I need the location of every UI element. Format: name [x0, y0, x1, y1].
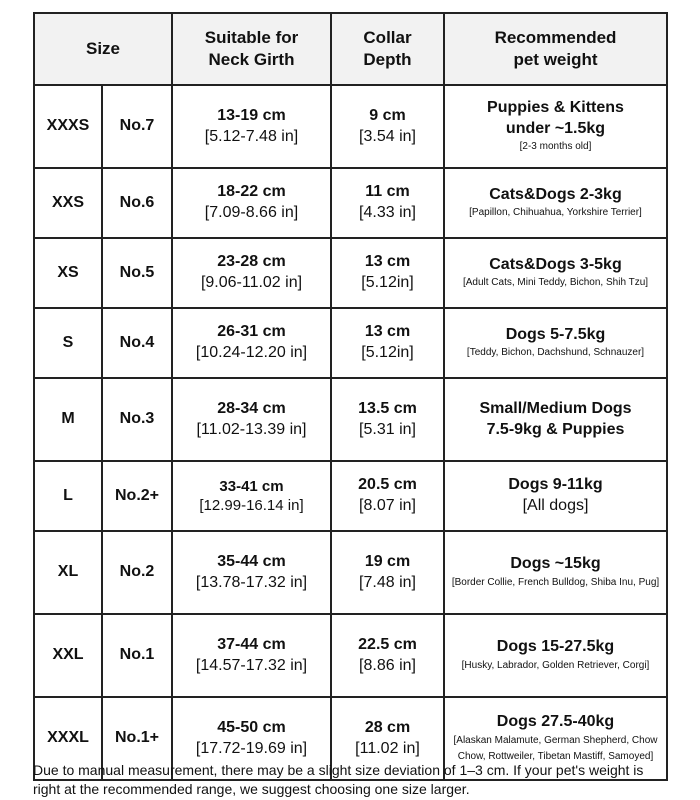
weight-note: [Border Collie, French Bulldog, Shiba Inu, Pug] [451, 576, 660, 588]
weight-main-line: Dogs ~15kg [510, 555, 601, 573]
depth-in: [8.07 in] [359, 497, 416, 514]
table-row [34, 461, 667, 531]
collar-depth-cell [331, 85, 444, 168]
table-row [34, 238, 667, 308]
size-code-cell: XXS [34, 168, 102, 238]
weight-note: [2-3 months old] [519, 141, 592, 153]
header-collar-depth-line2: Depth [363, 50, 412, 69]
depth-in: [4.33 in] [359, 204, 416, 221]
header-pet-weight [444, 13, 667, 85]
size-number-cell: No.1 [102, 614, 172, 697]
pet-weight-cell [444, 238, 667, 308]
weight-main-line: Puppies & Kittens [487, 98, 624, 116]
neck-girth-cell [172, 614, 331, 697]
size-code-cell: XL [34, 531, 102, 614]
depth-cm: 13 cm [364, 323, 411, 341]
weight-main-line: Small/Medium Dogs [479, 399, 632, 417]
girth-in: [12.99-16.14 in] [199, 497, 304, 514]
depth-cm: 22.5 cm [358, 635, 417, 653]
depth-cm: 13 cm [364, 253, 411, 271]
pet-weight-cell [444, 461, 667, 531]
pet-weight-cell [444, 308, 667, 378]
pet-weight-cell [444, 168, 667, 238]
neck-girth-cell [172, 308, 331, 378]
girth-cm: 13-19 cm [217, 106, 286, 124]
girth-cm: 23-28 cm [217, 253, 286, 271]
girth-cm: 45-50 cm [217, 718, 286, 736]
size-number-cell: No.7 [102, 85, 172, 168]
weight-note: [Alaskan Malamute, German Shepherd, Chow Chow, Rottweiler, Tibetan Mastiff, Samoyed] [453, 734, 658, 762]
weight-note: [Teddy, Bichon, Dachshund, Schnauzer] [466, 347, 645, 359]
collar-depth-cell [331, 614, 444, 697]
size-number-cell: No.5 [102, 238, 172, 308]
weight-note: [Papillon, Chihuahua, Yorkshire Terrier] [469, 207, 642, 219]
weight-note: [Adult Cats, Mini Teddy, Bichon, Shih Tzu] [462, 277, 649, 289]
collar-depth-cell [331, 461, 444, 531]
girth-in: [11.02-13.39 in] [196, 420, 307, 438]
size-code-cell: M [34, 378, 102, 461]
header-collar-depth [331, 13, 444, 85]
depth-cm: 11 cm [365, 183, 410, 201]
size-number-cell: No.2+ [102, 461, 172, 531]
size-number-cell: No.6 [102, 168, 172, 238]
size-chart-table [33, 12, 668, 781]
size-number-cell: No.4 [102, 308, 172, 378]
weight-sub: [All dogs] [522, 497, 589, 514]
size-code-cell: L [34, 461, 102, 531]
collar-depth-cell [331, 308, 444, 378]
weight-main-line: Cats&Dogs 2-3kg [489, 185, 622, 203]
girth-cm: 33-41 cm [219, 477, 284, 495]
depth-in: [7.48 in] [359, 573, 416, 591]
depth-in: [8.86 in] [359, 656, 416, 674]
size-code-cell: XXXL [34, 697, 102, 780]
table-row [34, 308, 667, 378]
girth-cm: 26-31 cm [217, 323, 286, 341]
weight-main-line: Dogs 9-11kg [508, 476, 603, 494]
depth-in: [5.12in] [361, 344, 414, 361]
girth-cm: 37-44 cm [217, 635, 286, 653]
header-neck-girth [172, 13, 331, 85]
weight-main-line: under ~1.5kg [505, 119, 606, 137]
collar-depth-cell [331, 531, 444, 614]
size-number-cell: No.1+ [102, 697, 172, 780]
header-size: Size [34, 13, 172, 85]
footnote: Due to manual measurement, there may be a slight size deviation of 1–3 cm. If your pet's weight is right at the recommended range, we suggest choosing one size larger. [33, 762, 644, 797]
weight-main-line: Dogs 15-27.5kg [496, 638, 615, 656]
table-body [34, 85, 667, 780]
table-row [34, 168, 667, 238]
weight-main-line: Dogs 27.5-40kg [496, 713, 615, 731]
weight-main-line: Cats&Dogs 3-5kg [489, 255, 622, 273]
pet-weight-cell [444, 531, 667, 614]
girth-in: [9.06-11.02 in] [200, 274, 303, 291]
depth-cm: 20.5 cm [358, 476, 417, 494]
girth-cm: 18-22 cm [217, 183, 286, 201]
size-code-cell: S [34, 308, 102, 378]
neck-girth-cell [172, 238, 331, 308]
neck-girth-cell [172, 85, 331, 168]
pet-weight-cell [444, 378, 667, 461]
girth-in: [14.57-17.32 in] [195, 656, 308, 674]
girth-in: [13.78-17.32 in] [195, 573, 308, 591]
size-code-cell: XXL [34, 614, 102, 697]
collar-depth-cell [331, 238, 444, 308]
depth-in: [11.02 in] [355, 739, 420, 757]
girth-in: [7.09-8.66 in] [204, 204, 299, 221]
header-row [34, 13, 667, 85]
girth-cm: 28-34 cm [217, 399, 286, 417]
size-number-cell: No.3 [102, 378, 172, 461]
table-row [34, 85, 667, 168]
header-pet-weight-line2: pet weight [513, 50, 598, 69]
collar-depth-cell [331, 378, 444, 461]
depth-cm: 28 cm [364, 718, 411, 736]
neck-girth-cell [172, 531, 331, 614]
neck-girth-cell [172, 378, 331, 461]
girth-in: [5.12-7.48 in] [204, 127, 299, 145]
weight-note: [Husky, Labrador, Golden Retriever, Corgi] [461, 659, 650, 671]
header-neck-girth-line1: Suitable for [204, 27, 299, 47]
table-row [34, 531, 667, 614]
depth-in: [3.54 in] [359, 127, 416, 145]
table-row [34, 614, 667, 697]
neck-girth-cell [172, 461, 331, 531]
pet-weight-cell [444, 85, 667, 168]
depth-in: [5.12in] [361, 274, 414, 291]
depth-cm: 9 cm [369, 106, 406, 124]
girth-in: [10.24-12.20 in] [195, 344, 308, 361]
size-number-cell: No.2 [102, 531, 172, 614]
depth-cm: 13.5 cm [358, 399, 417, 417]
table-row [34, 378, 667, 461]
header-collar-depth-line1: Collar [363, 27, 412, 47]
girth-in: [17.72-19.69 in] [195, 739, 308, 757]
pet-weight-cell [444, 614, 667, 697]
depth-cm: 19 cm [364, 552, 411, 570]
header-neck-girth-line2: Neck Girth [208, 50, 295, 69]
header-pet-weight-line1: Recommended [494, 27, 617, 47]
neck-girth-cell [172, 168, 331, 238]
collar-depth-cell [331, 168, 444, 238]
weight-main-line: Dogs 5-7.5kg [505, 325, 606, 343]
girth-cm: 35-44 cm [217, 552, 286, 570]
size-code-cell: XXXS [34, 85, 102, 168]
depth-in: [5.31 in] [359, 420, 416, 438]
size-code-cell: XS [34, 238, 102, 308]
weight-main-line: 7.5-9kg & Puppies [486, 420, 625, 438]
